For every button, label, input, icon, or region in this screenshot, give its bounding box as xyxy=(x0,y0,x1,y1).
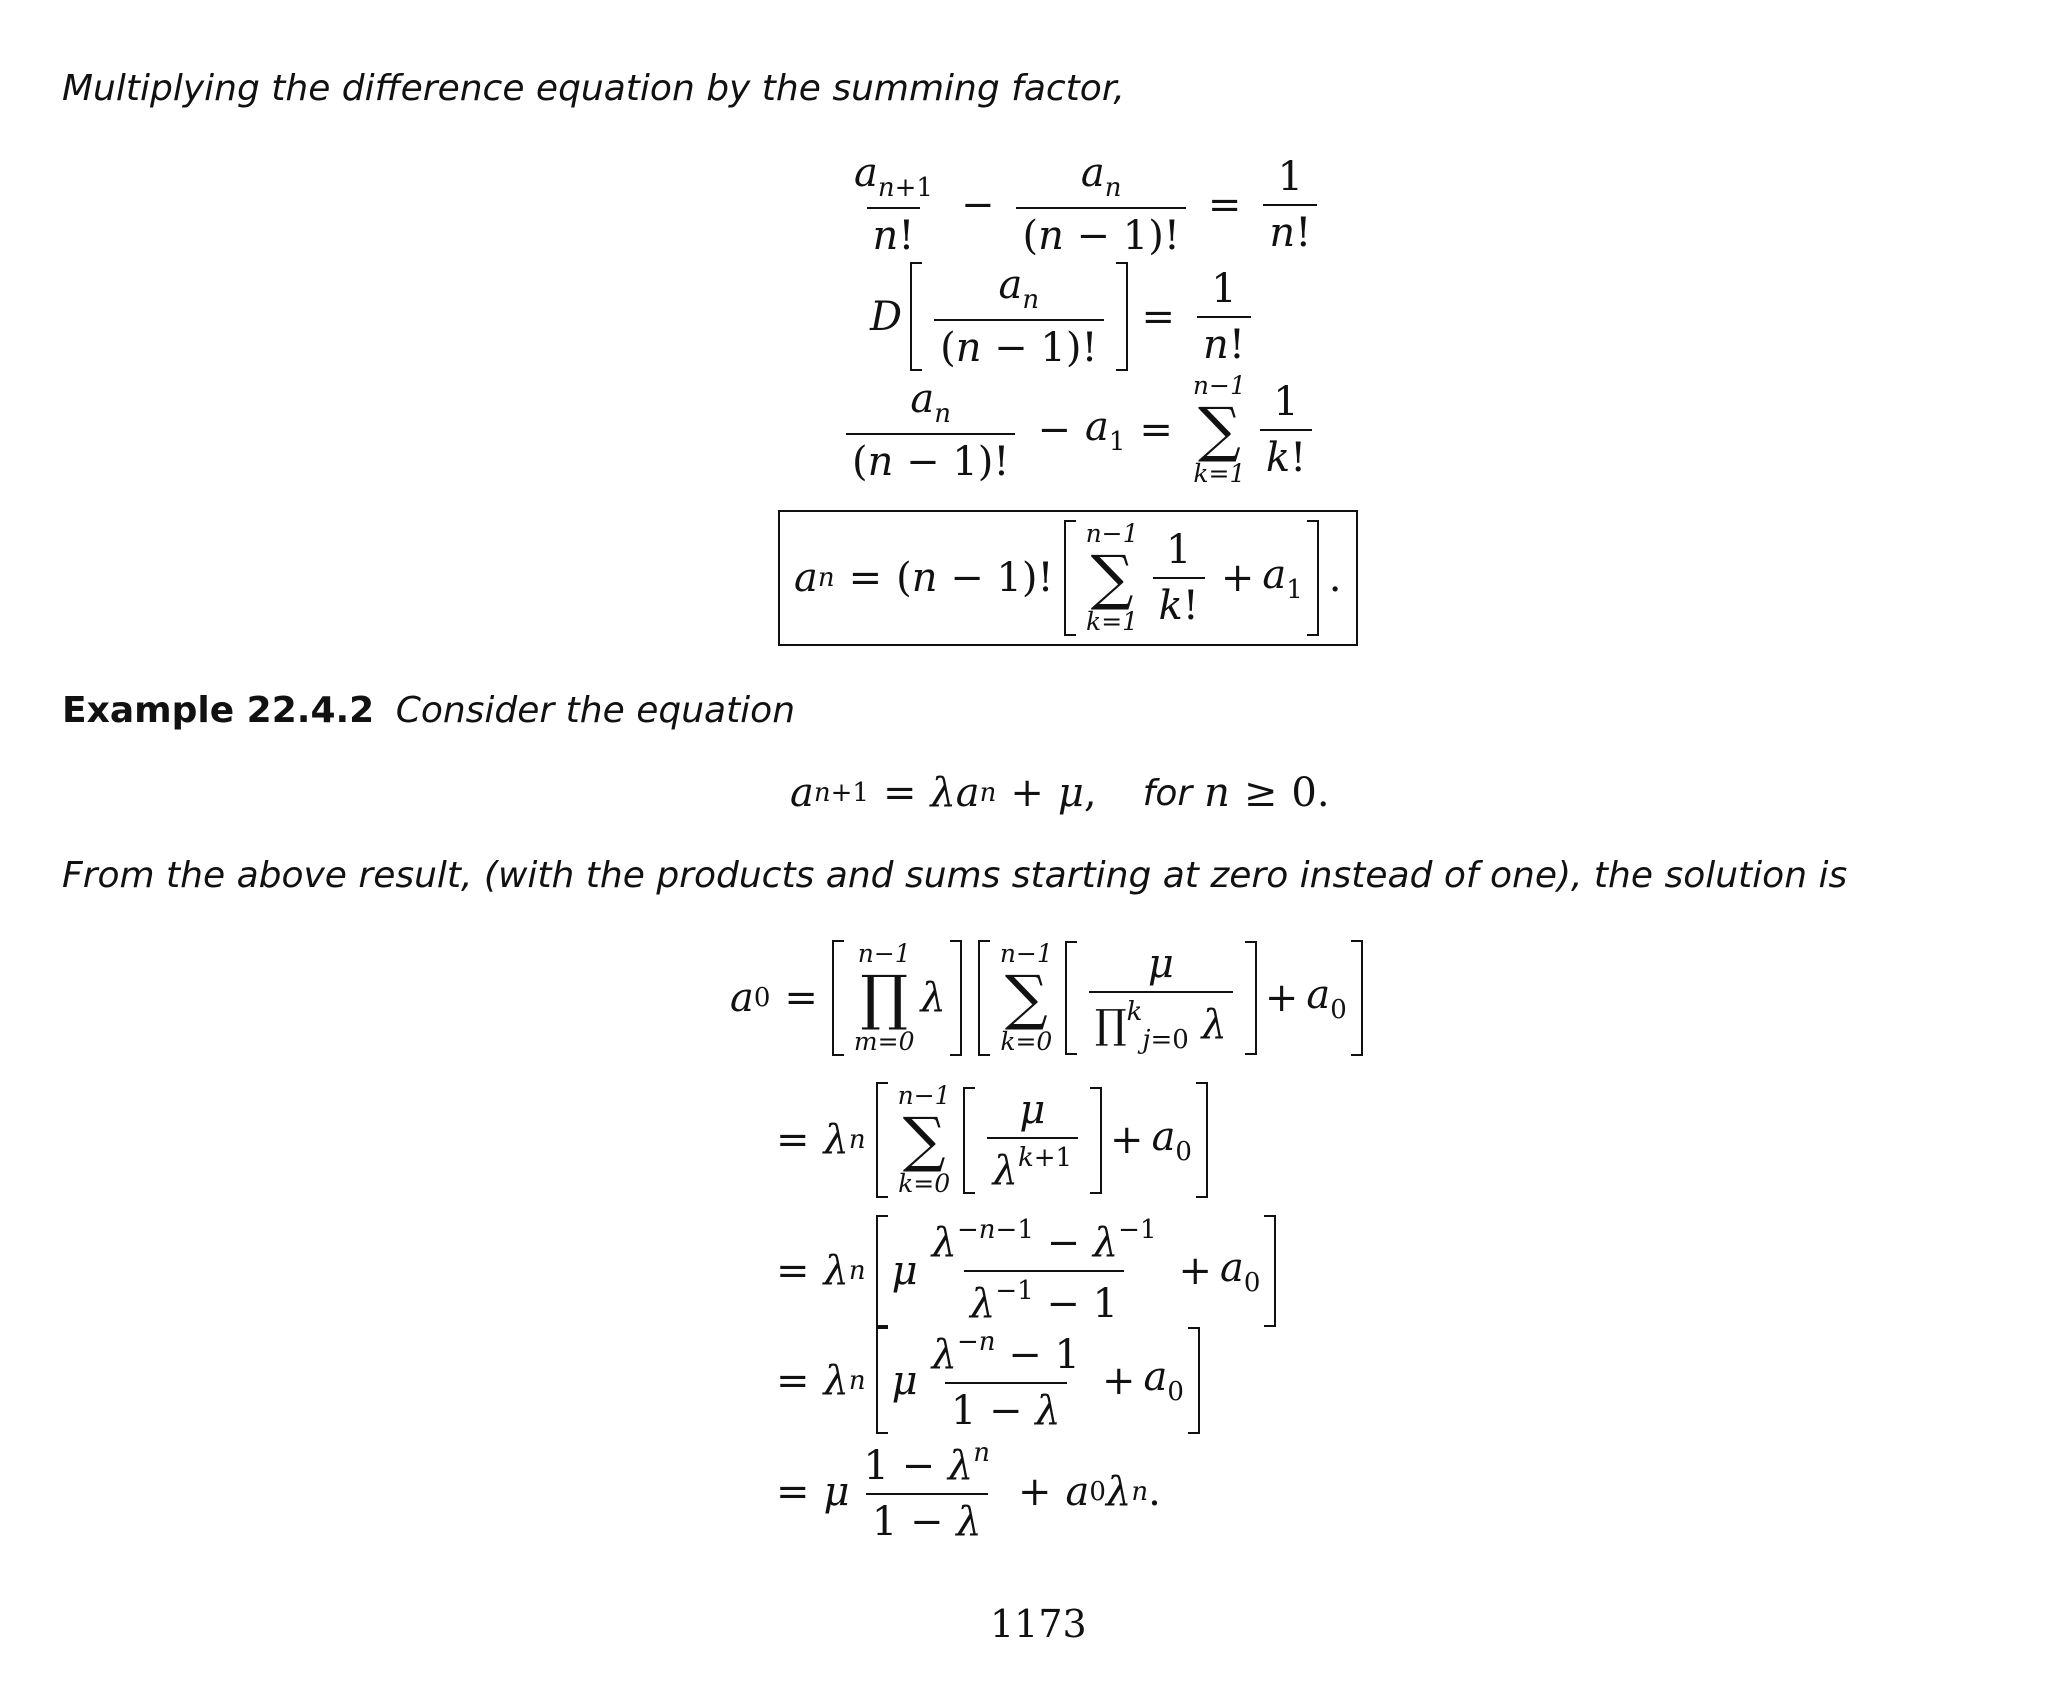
equation-step-1: $\frac{a_{n+1}}{n!}$ − $\frac{a_n}{(n - 1)!}$ = $\frac{1}{n!}$ xyxy=(840,150,1325,259)
page-number: 1173 xyxy=(990,1602,1087,1646)
recurrence-equation: a n +1 = λa n + μ , for n ≥ 0. xyxy=(790,770,1330,816)
derivation-line-4: = λ n μ $\frac{\lambda^{-n} - 1}{1 - \lambda}$ + $a_0$ xyxy=(776,1327,1200,1434)
intro-paragraph: Multiplying the difference equation by the summing factor, xyxy=(62,68,1125,109)
equation-step-3: $\frac{a_n}{(n - 1)!}$ − $a_1$ = n−1 ∑ k=1 $\frac{1}{k!}$ xyxy=(838,372,1320,488)
solution-paragraph: From the above result, (with the products and sums starting at zero instead of one), the solution is xyxy=(62,855,1848,896)
derivation-line-2: = λ n n−1 ∑ k=0 $\frac{\mu}{\lambda^{k+1}}$ + $a_0$ xyxy=(776,1082,1208,1198)
derivation-line-5: = μ $\frac{1 - \lambda^n}{1 - \lambda}$ + a 0 λ n . xyxy=(776,1438,1161,1545)
derivation-line-1: a 0 = n−1 ∏ m=0 λ n−1 ∑ k=0 $\frac{\mu}{\prod^k_{j=0} \lambda}$ + $a_0$ xyxy=(730,940,1363,1056)
equation-step-2: D $\frac{a_n}{(n - 1)!}$ = $\frac{1}{n!}$ xyxy=(870,262,1259,371)
example-text: Consider the equation xyxy=(395,690,796,731)
example-heading xyxy=(62,690,795,731)
derivation-line-3: = λ n μ $\frac{\lambda^{-n-1} - \lambda^{-1}}{\lambda^{-1} - 1}$ + $a_0$ xyxy=(776,1215,1276,1327)
boxed-result: a n = (n − 1)! n−1 ∑ k=1 $\frac{1}{k!}$ + $a_1$ . xyxy=(778,510,1358,646)
example-label: Example 22.4.2 xyxy=(62,690,375,731)
recurrence-for-label: for xyxy=(1142,772,1193,814)
recurrence-bound: 0. xyxy=(1291,770,1330,816)
